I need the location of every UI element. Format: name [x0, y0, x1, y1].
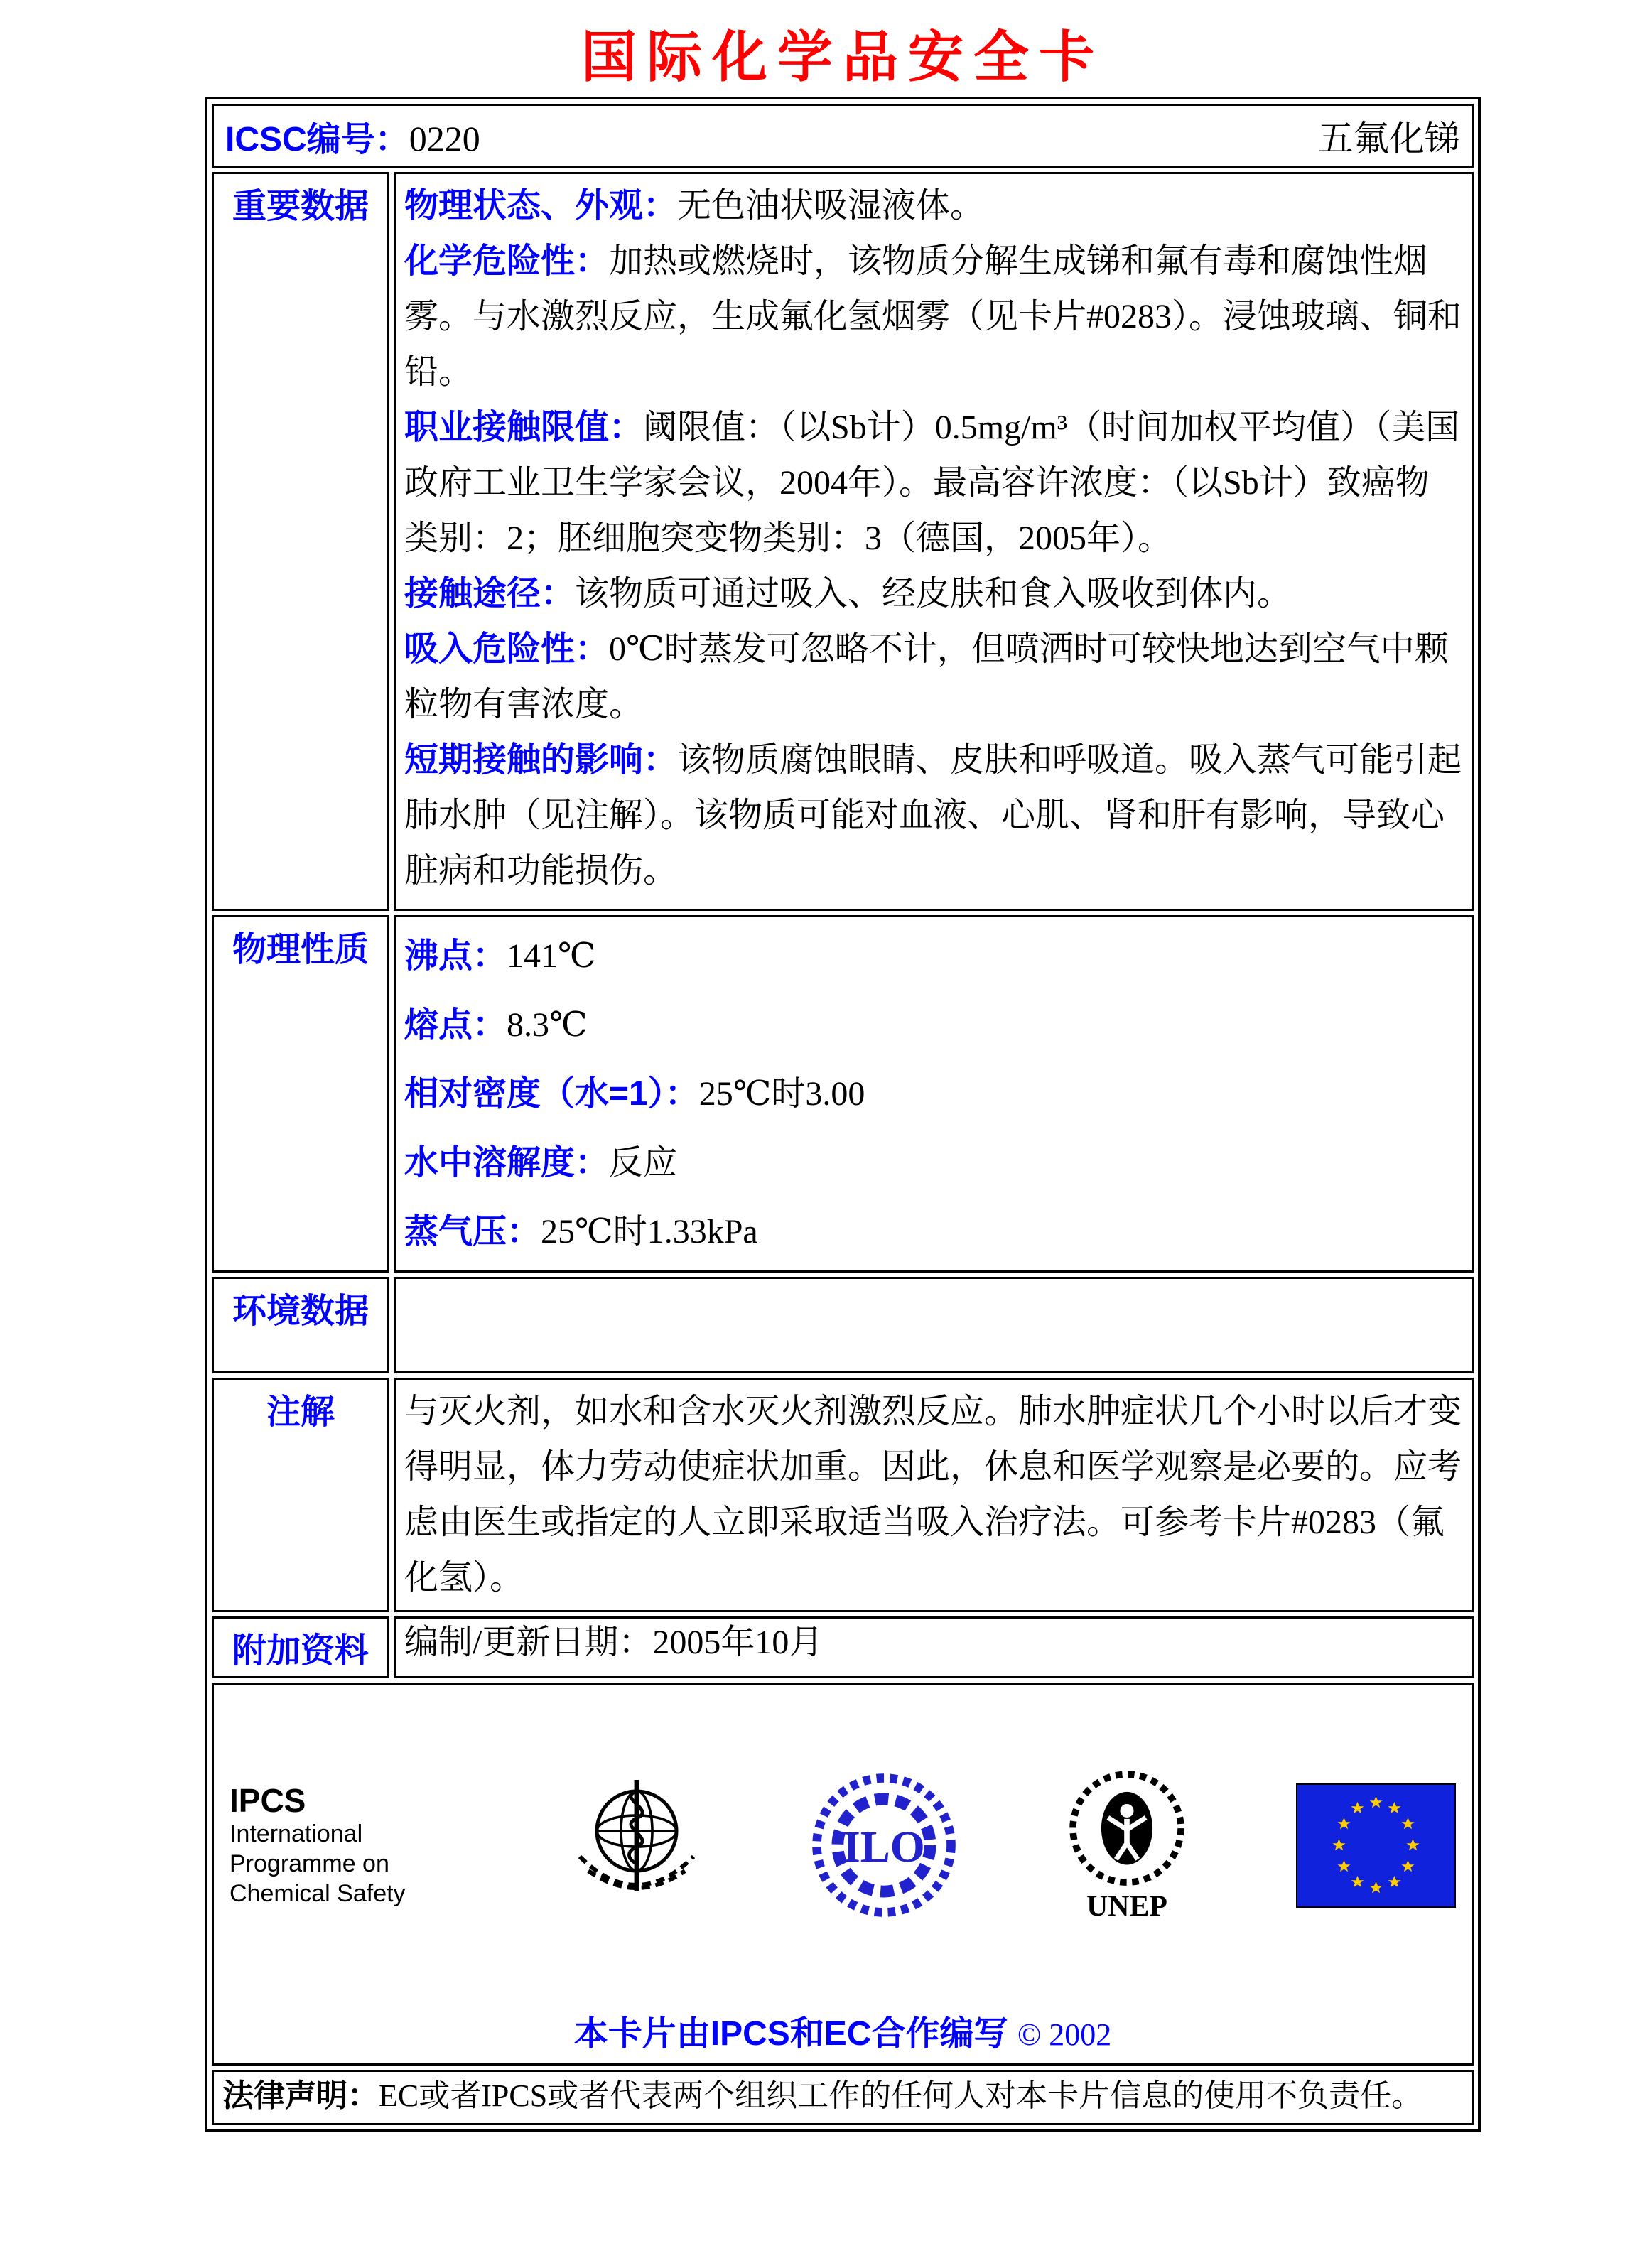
item-text: 阈限值：（以Sb计）0.5mg/m³（时间加权平均值）（美国政府工业卫生学家会议，2004年）。最高容许浓度：（以Sb计）致癌物类别：2；胚细胞突变物类别：3（德国，2005年）。	[404, 409, 1460, 557]
organizations-row	[212, 1683, 1474, 2066]
physical-property-item	[404, 990, 1463, 1059]
row-label-physical-properties: 物理性质	[212, 915, 389, 1273]
who-logo-icon	[566, 1728, 708, 1962]
item-label: 蒸气压：	[404, 1213, 541, 1251]
item-text: 141℃	[507, 937, 596, 975]
footer-caption	[222, 2006, 1463, 2055]
icsc-number-label: ICSC编号：	[225, 120, 409, 158]
ipcs-line: Programme on	[230, 1850, 389, 1877]
important-data-item	[404, 400, 1463, 566]
card-header-row	[212, 104, 1474, 168]
item-text: 25℃时1.33kPa	[541, 1213, 758, 1251]
ipcs-acronym: IPCS	[230, 1782, 306, 1819]
item-text: 反应	[609, 1144, 678, 1182]
item-text: 25℃时3.00	[698, 1075, 865, 1113]
chemical-name: 五氟化锑	[1318, 119, 1460, 158]
physical-property-item	[404, 1059, 1463, 1128]
row-label-environmental-data: 环境数据	[212, 1277, 389, 1373]
physical-properties-content	[394, 915, 1474, 1273]
important-data-item	[404, 622, 1463, 733]
item-text: 8.3℃	[507, 1006, 588, 1044]
item-label: 短期接触的影响：	[404, 741, 678, 779]
row-label-notes: 注解	[212, 1378, 389, 1612]
item-label: 熔点：	[404, 1006, 507, 1044]
update-date-value: 2005年10月	[652, 1624, 824, 1661]
update-date-label: 编制/更新日期：	[404, 1624, 653, 1661]
svg-text:UNEP: UNEP	[1086, 1890, 1168, 1923]
environmental-data-content	[394, 1277, 1474, 1373]
caption-text: 本卡片由IPCS和EC合作编写	[573, 2015, 1008, 2053]
item-text: 该物质可通过吸入、经皮肤和食入吸收到体内。	[575, 575, 1292, 612]
important-data-content	[394, 172, 1474, 911]
ipcs-line: Chemical Safety	[230, 1880, 406, 1907]
item-text: 无色油状吸湿液体。	[677, 187, 985, 225]
icsc-number-value: 0220	[409, 118, 480, 158]
item-label: 物理状态、外观：	[404, 187, 678, 225]
item-label: 相对密度（水=1）：	[404, 1075, 699, 1113]
icsc-number	[225, 112, 480, 161]
important-data-item	[404, 566, 1463, 622]
ipcs-text-block	[230, 1782, 464, 1908]
page-title: 国际化学品安全卡	[581, 26, 1104, 88]
additional-info-content	[394, 1616, 1474, 1678]
physical-property-item	[404, 1128, 1463, 1197]
item-text: 加热或燃烧时，该物质分解生成锑和氟有毒和腐蚀性烟雾。与水激烈反应，生成氟化氢烟雾（见卡片#0283）。浸蚀玻璃、铜和铅。	[404, 242, 1462, 391]
ilo-logo-icon	[809, 1728, 959, 1962]
icsc-card-table	[205, 97, 1481, 2132]
notes-text: 与灭火剂，如水和含水灭火剂激烈反应。肺水肿症状几个小时以后才变得明显，体力劳动使症状加重。因此，休息和医学观察是必要的。应考虑由医生或指定的人立即采取适当吸入治疗法。可参考卡片#0283（氟化氢）。	[404, 1393, 1462, 1597]
unep-logo-block	[1059, 1741, 1194, 1950]
legal-text: EC或者IPCS或者代表两个组织工作的任何人对本卡片信息的使用不负责任。	[379, 2078, 1423, 2113]
item-text: 该物质腐蚀眼睛、皮肤和呼吸道。吸入蒸气可能引起肺水肿（见注解）。该物质可能对血液、心肌、肾和肝有影响，导致心脏病和功能损伤。	[404, 741, 1462, 890]
ipcs-line: International	[230, 1820, 363, 1847]
item-label: 吸入危险性：	[404, 630, 610, 668]
important-data-item	[404, 733, 1463, 899]
item-text: 0℃时蒸发可忽略不计，但喷洒时可较快地达到空气中颗粒物有害浓度。	[404, 630, 1449, 723]
eu-flag-icon	[1296, 1783, 1456, 1908]
item-label: 水中溶解度：	[404, 1144, 610, 1182]
item-label: 职业接触限值：	[404, 409, 644, 446]
item-label: 化学危险性：	[404, 242, 610, 280]
svg-text:ILO: ILO	[842, 1822, 925, 1872]
legal-notice-row	[212, 2070, 1474, 2125]
row-label-important-data: 重要数据	[212, 172, 389, 911]
important-data-item	[404, 178, 1463, 234]
physical-property-item	[404, 922, 1463, 990]
row-label-additional-info: 附加资料	[212, 1616, 389, 1678]
item-label: 沸点：	[404, 937, 507, 975]
item-label: 接触途径：	[404, 575, 576, 612]
important-data-item	[404, 234, 1463, 400]
physical-property-item	[404, 1197, 1463, 1266]
legal-label: 法律声明：	[222, 2078, 379, 2113]
notes-content	[394, 1378, 1474, 1612]
copyright: © 2002	[1017, 2017, 1112, 2052]
unep-logo-icon	[1059, 1741, 1194, 1947]
